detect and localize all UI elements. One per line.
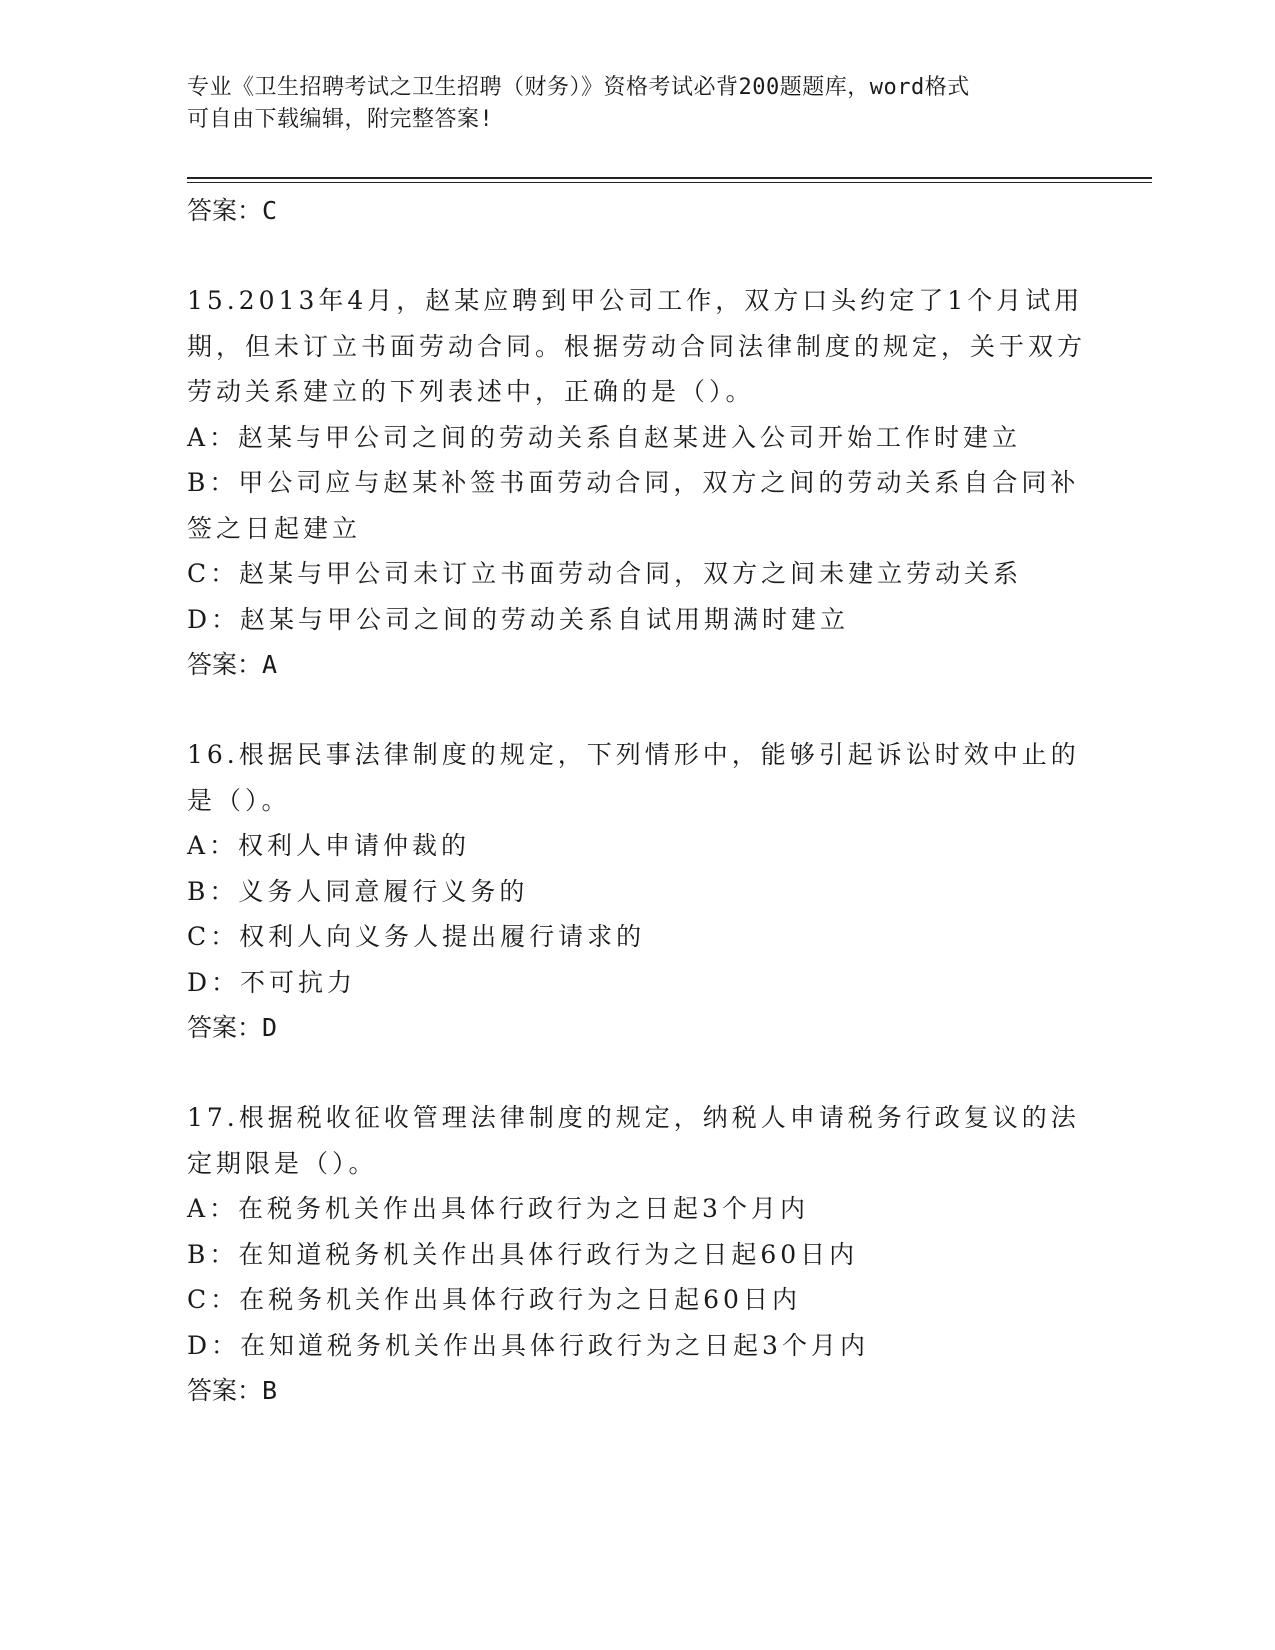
option-d: D：赵某与甲公司之间的劳动关系自试用期满时建立 (187, 604, 850, 634)
header-line-2: 可自由下载编辑，附完整答案! (187, 107, 494, 132)
answer: 答案：B (187, 1376, 278, 1405)
answer: 答案：D (187, 1013, 278, 1042)
previous-answer: 答案：C (187, 196, 278, 225)
option-a: A：赵某与甲公司之间的劳动关系自赵某进入公司开始工作时建立 (187, 422, 1022, 452)
question-15 (187, 278, 1087, 688)
option-a: A：在税务机关作出具体行政行为之日起3个月内 (187, 1194, 809, 1223)
option-a: A：权利人申请仲裁的 (187, 831, 471, 860)
option-c: C：赵某与甲公司未订立书面劳动合同，双方之间未建立劳动关系 (187, 559, 1023, 588)
option-b: B：在知道税务机关作出具体行政行为之日起60日内 (187, 1239, 859, 1269)
option-b: B：义务人同意履行义务的 (187, 876, 529, 906)
question-stem: 16.根据民事法律制度的规定，下列情形中，能够引起诉讼时效中止的是（）。 (187, 740, 1080, 815)
question-17 (187, 1095, 1087, 1414)
document-header (187, 72, 1087, 136)
question-stem: 17.根据税收征收管理法律制度的规定，纳税人申请税务行政复议的法定期限是（）。 (187, 1103, 1080, 1178)
question-stem: 15.2013年4月，赵某应聘到甲公司工作，双方口头约定了1个月试用期，但未订立书面劳动合同。根据劳动合同法律制度的规定，关于双方劳动关系建立的下列表述中，正确的是（）。 (187, 286, 1087, 406)
option-d: D：在知道税务机关作出具体行政行为之日起3个月内 (187, 1330, 869, 1360)
option-b: B：甲公司应与赵某补签书面劳动合同，双方之间的劳动关系自合同补签之日起建立 (187, 468, 1080, 543)
header-divider-thick (187, 177, 1152, 179)
header-line-1: 专业《卫生招聘考试之卫生招聘（财务）》资格考试必背200题题库，word格式 (187, 75, 970, 100)
answer: 答案：A (187, 650, 278, 679)
document-body (187, 188, 1087, 1414)
header-divider-thin (187, 182, 1152, 183)
option-d: D：不可抗力 (187, 967, 357, 997)
option-c: C：权利人向义务人提出履行请求的 (187, 922, 646, 951)
option-c: C：在税务机关作出具体行政行为之日起60日内 (187, 1285, 801, 1314)
question-16 (187, 732, 1087, 1051)
